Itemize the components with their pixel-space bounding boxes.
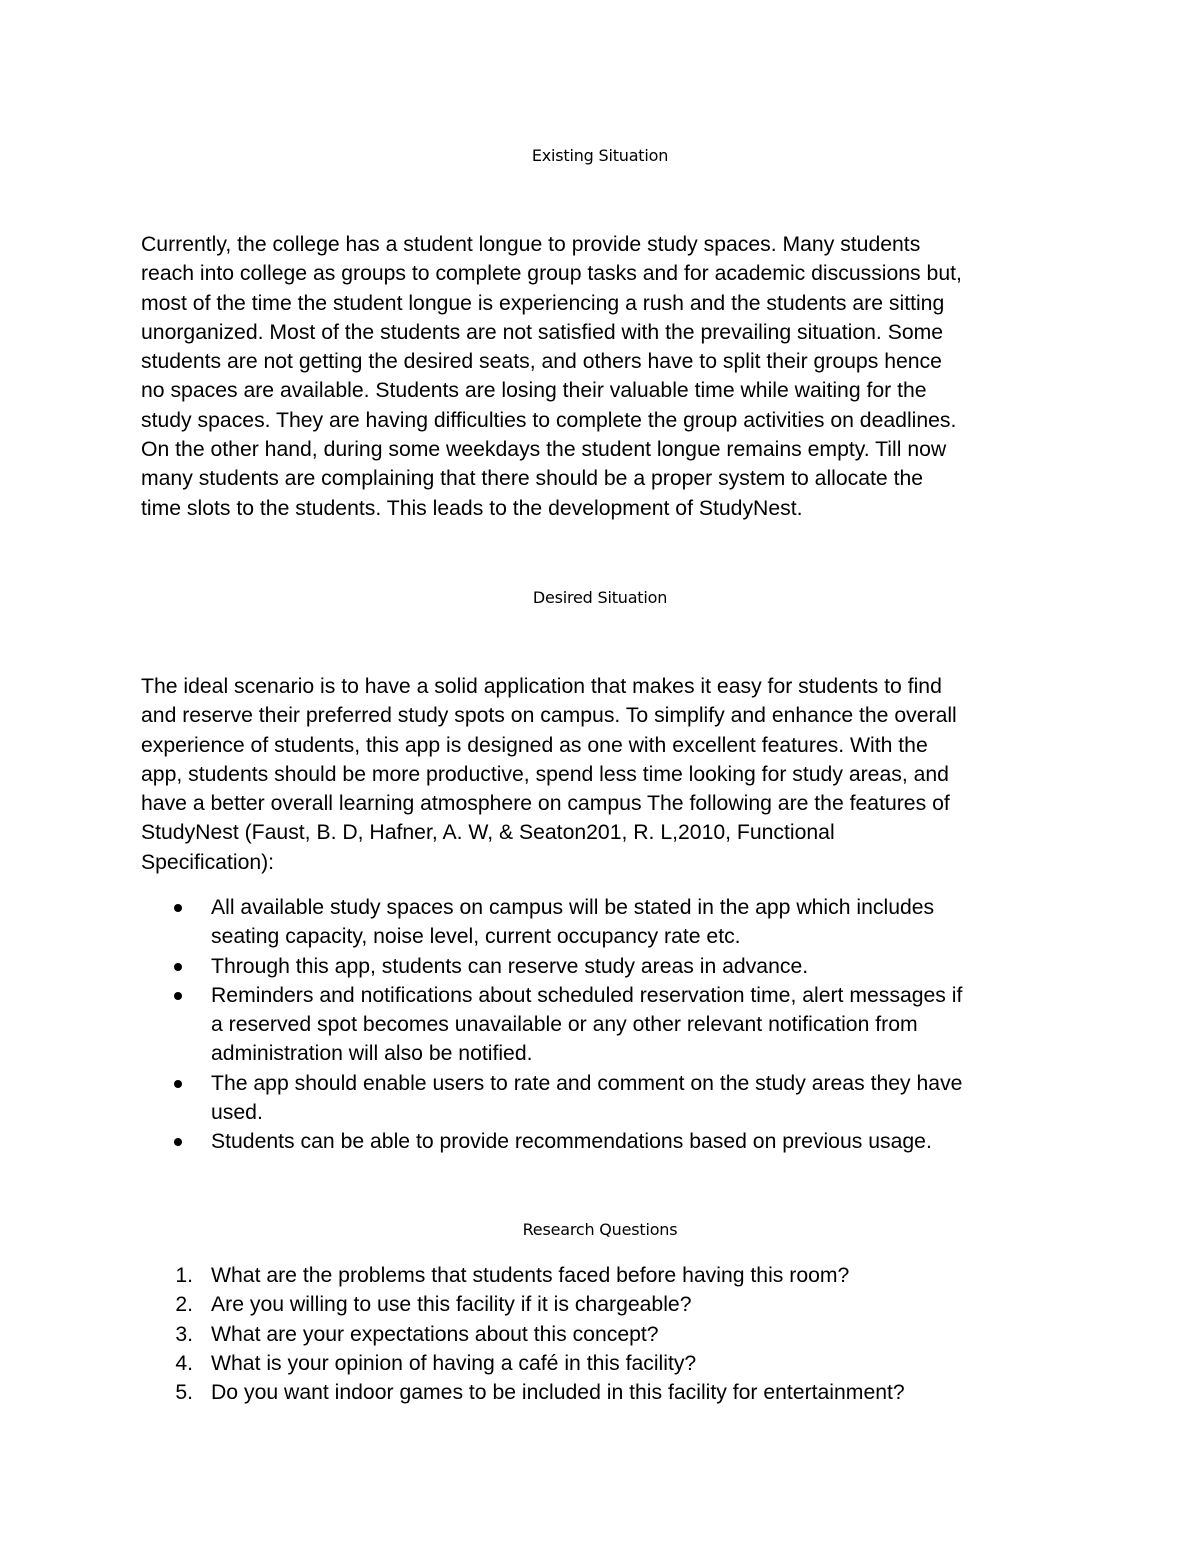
list-item (141, 1349, 1069, 1378)
bullet-icon (174, 1080, 182, 1088)
paragraph-line: app, students should be more productive, spend less time looking for study areas, and (141, 762, 949, 786)
bullet-icon (174, 1138, 182, 1146)
paragraph-line: students are not getting the desired seats, and others have to split their groups hence (141, 350, 942, 374)
list-item (141, 1378, 1069, 1407)
question-text: Are you willing to use this facility if it is chargeable? (211, 1293, 692, 1317)
list-number: 1. (175, 1264, 193, 1287)
features-bullet-list (141, 893, 1069, 1157)
paragraph-line: and reserve their preferred study spots on campus. To simplify and enhance the overall (141, 704, 957, 728)
list-item-line: seating capacity, noise level, current occupancy rate etc. (211, 925, 741, 949)
list-item (141, 1261, 1069, 1290)
desired-situation-heading: Desired Situation (532, 588, 668, 607)
paragraph-line: most of the time the student longue is experiencing a rush and the students are sitting (141, 291, 945, 315)
question-text: What are the problems that students faced before having this room? (211, 1264, 850, 1287)
list-number: 5. (175, 1381, 193, 1405)
paragraph-line: experience of students, this app is designed as one with excellent features. With the (141, 733, 928, 757)
bullet-icon (174, 904, 182, 912)
desired-situation-paragraph (141, 672, 1069, 877)
question-text: What are your expectations about this concept? (211, 1322, 659, 1346)
list-item (141, 1069, 1069, 1128)
list-item (141, 952, 1069, 981)
paragraph-line: Specification): (141, 850, 275, 874)
list-item (141, 1290, 1069, 1319)
paragraph-line: Currently, the college has a student longue to provide study spaces. Many students (141, 233, 921, 256)
list-item (141, 893, 1069, 952)
paragraph-line: study spaces. They are having difficulties to complete the group activities on deadlines. (141, 408, 957, 432)
research-questions-heading: Research Questions (522, 1220, 678, 1239)
list-item-line: used. (211, 1101, 263, 1125)
paragraph-line: many students are complaining that there should be a proper system to allocate the (141, 467, 924, 491)
list-number: 4. (175, 1351, 193, 1375)
list-item (141, 1320, 1069, 1349)
list-item-line: Students can be able to provide recommendations based on previous usage. (211, 1130, 932, 1154)
paragraph-line: reach into college as groups to complete group tasks and for academic discussions but, (141, 262, 962, 286)
existing-situation-paragraph (141, 230, 1069, 523)
list-item (141, 981, 1069, 1069)
list-number: 3. (175, 1322, 193, 1346)
list-item-line: Through this app, students can reserve study areas in advance. (211, 954, 809, 978)
paragraph-line: unorganized. Most of the students are not satisfied with the prevailing situation. Some (141, 320, 944, 344)
paragraph-line: On the other hand, during some weekdays the student longue remains empty. Till now (141, 438, 947, 462)
list-item-line: All available study spaces on campus will be stated in the app which includes (211, 896, 935, 919)
question-text: Do you want indoor games to be included in this facility for entertainment? (211, 1381, 905, 1405)
paragraph-line: The ideal scenario is to have a solid application that makes it easy for students to find (141, 675, 942, 698)
paragraph-line: time slots to the students. This leads to the development of StudyNest. (141, 496, 803, 520)
paragraph-line: have a better overall learning atmosphere on campus The following are the features of (141, 792, 950, 816)
question-text: What is your opinion of having a café in this facility? (211, 1351, 697, 1375)
existing-situation-heading: Existing Situation (531, 146, 669, 165)
bullet-icon (174, 963, 182, 971)
list-item (141, 1127, 1069, 1156)
list-item-line: administration will also be notified. (211, 1042, 533, 1066)
paragraph-line: StudyNest (Faust, B. D, Hafner, A. W, & Seaton201, R. L,2010, Functional (141, 821, 835, 845)
list-item-line: The app should enable users to rate and comment on the study areas they have (211, 1071, 963, 1095)
research-questions-list (141, 1261, 1069, 1407)
paragraph-line: no spaces are available. Students are losing their valuable time while waiting for the (141, 379, 927, 403)
list-number: 2. (175, 1293, 193, 1317)
list-item-line: Reminders and notifications about scheduled reservation time, alert messages if (211, 983, 963, 1007)
bullet-icon (174, 992, 182, 1000)
list-item-line: a reserved spot becomes unavailable or any other relevant notification from (211, 1013, 918, 1037)
